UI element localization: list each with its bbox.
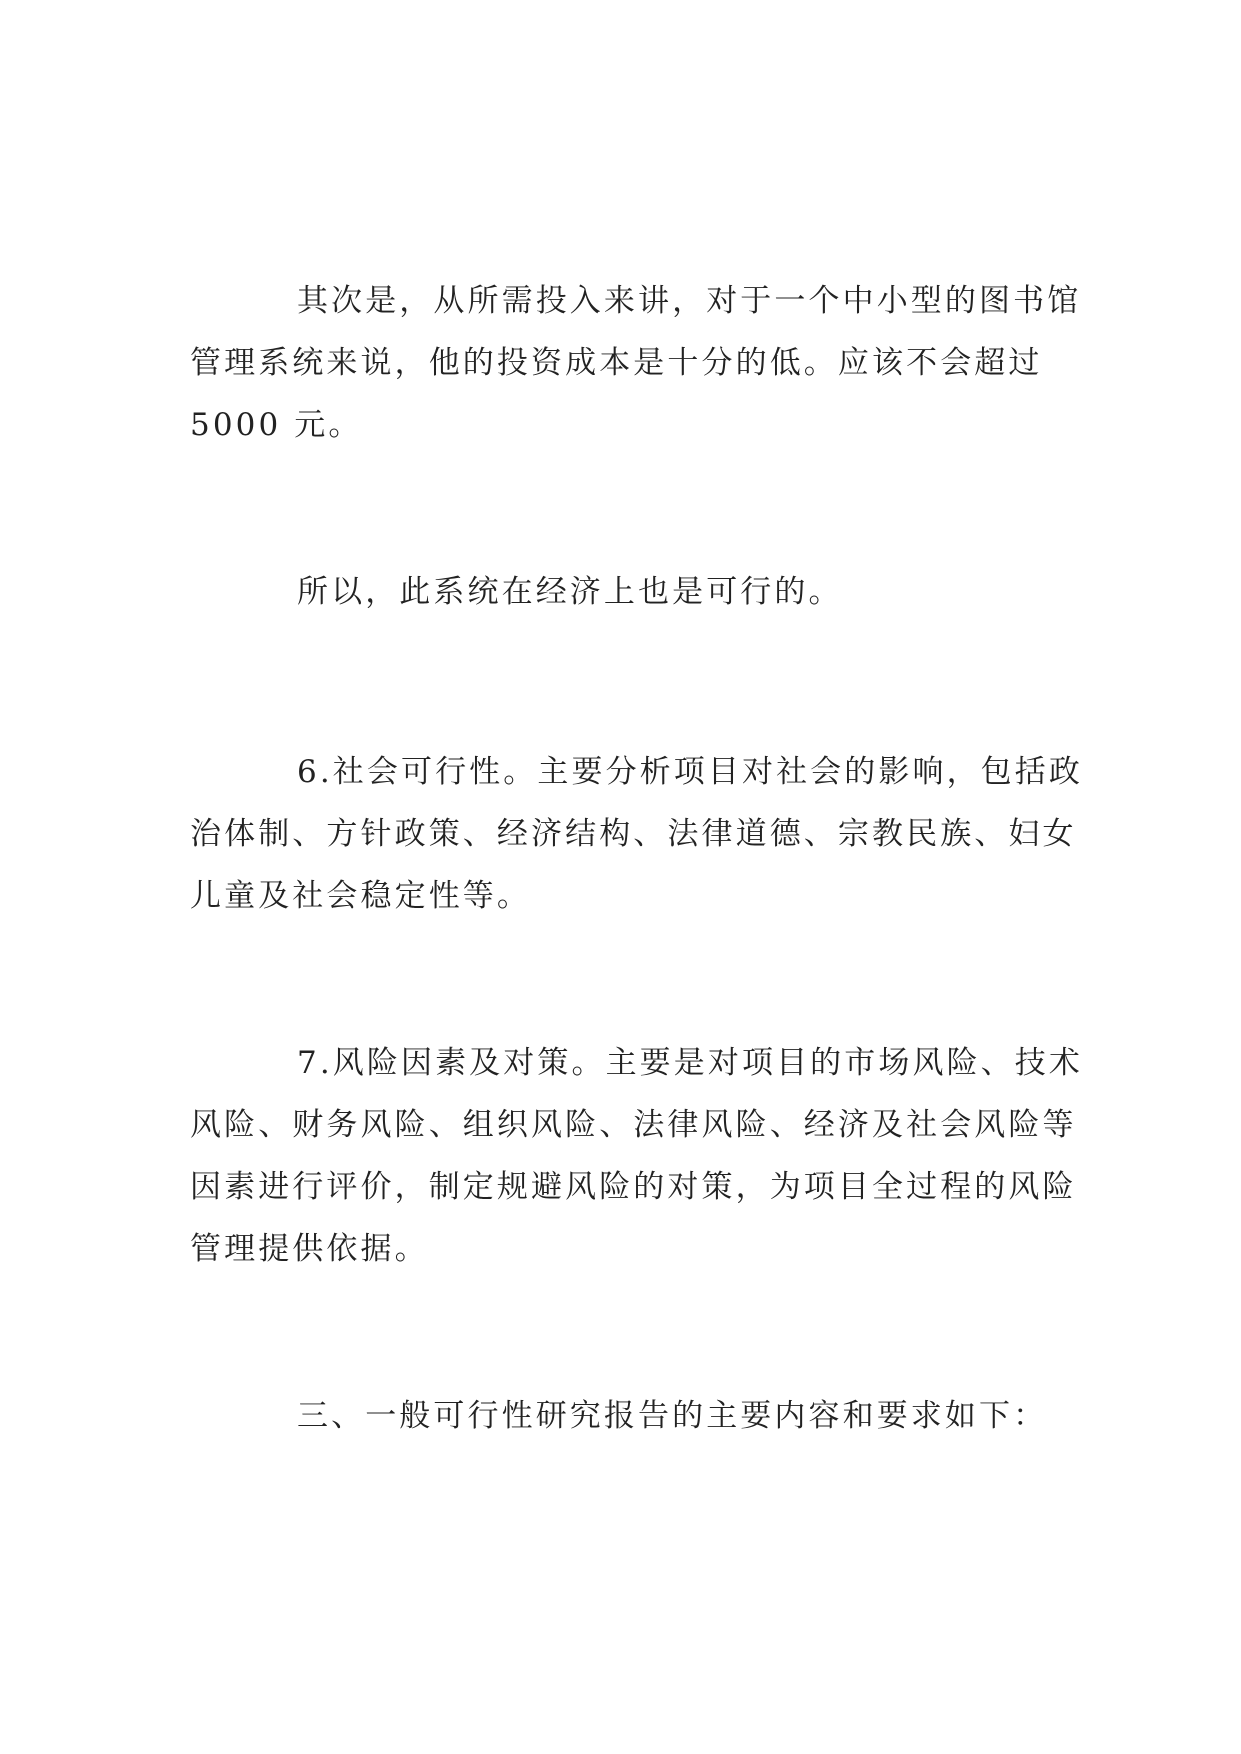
paragraph-line: 其次是，从所需投入来讲，对于一个中小型的图书馆 [297, 283, 1082, 319]
paragraph-line: 风险、财务风险、组织风险、法律风险、经济及社会风险等 [190, 1107, 1077, 1143]
paragraph-line: 7.风险因素及对策。主要是对项目的市场风险、技术 [297, 1045, 1083, 1081]
paragraph-line: 儿童及社会稳定性等。 [190, 878, 531, 914]
paragraph-line: 三、一般可行性研究报告的主要内容和要求如下： [297, 1398, 1048, 1434]
paragraph-line: 管理系统来说，他的投资成本是十分的低。应该不会超过 [190, 345, 1043, 381]
paragraph-line: 所以，此系统在经济上也是可行的。 [297, 574, 843, 610]
paragraph-line: 5000 元。 [190, 407, 363, 443]
paragraph-line: 治体制、方针政策、经济结构、法律道德、宗教民族、妇女 [190, 816, 1077, 852]
paragraph-line: 管理提供依据。 [190, 1231, 429, 1267]
paragraph-line: 6.社会可行性。主要分析项目对社会的影响，包括政 [297, 754, 1083, 790]
paragraph-line: 因素进行评价，制定规避风险的对策，为项目全过程的风险 [190, 1169, 1077, 1205]
